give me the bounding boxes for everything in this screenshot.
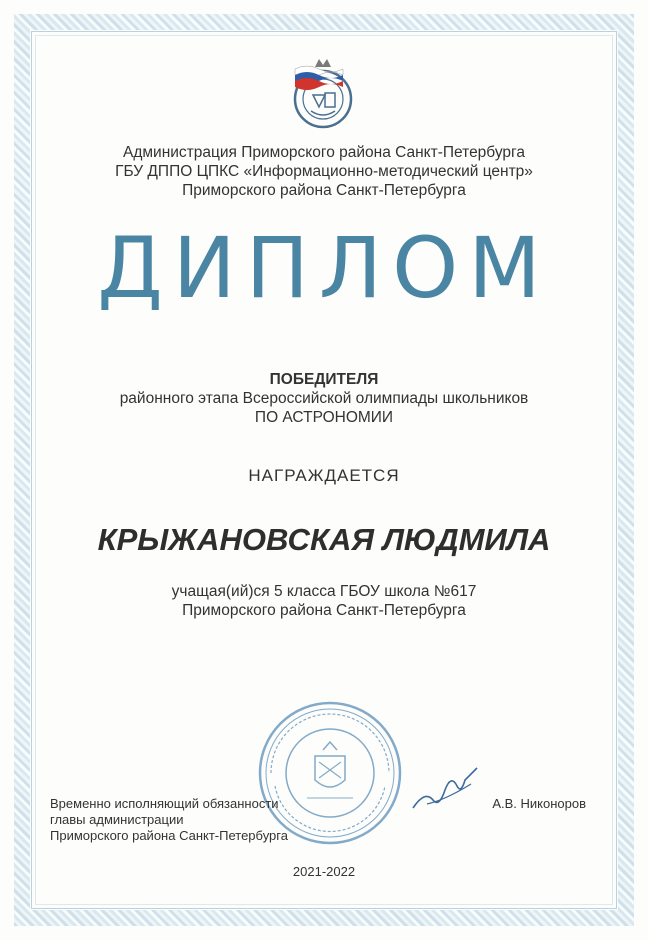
student-line-1: учащая(ий)ся 5 класса ГБОУ школа №617	[171, 583, 477, 600]
academic-year: 2021-2022	[292, 864, 356, 879]
issuer-line-2: ГБУ ДППО ЦПКС «Информационно-методический центр»	[115, 163, 533, 180]
award-subject: ПО АСТРОНОМИИ	[254, 409, 394, 426]
award-description	[40, 370, 608, 427]
award-winner-label: ПОБЕДИТЕЛЯ	[269, 371, 379, 388]
signatory-line-1: Временно исполняющий обязанности	[50, 796, 279, 811]
diploma-title: ДИПЛОМ	[97, 219, 551, 317]
student-line-2: Приморского района Санкт-Петербурга	[182, 602, 466, 619]
handwritten-signature-icon	[405, 760, 485, 820]
signatory-line-2: главы администрации	[50, 812, 184, 827]
awarded-label: НАГРАЖДАЕТСЯ	[248, 466, 400, 485]
olympiad-logo-icon	[285, 55, 361, 131]
issuer-line-1: Администрация Приморского района Санкт-Петербурга	[123, 144, 525, 161]
issuer-line-3: Приморского района Санкт-Петербурга	[182, 182, 466, 199]
signatory-title	[50, 796, 288, 844]
issuer-header	[40, 143, 608, 200]
signatory-name: А.В. Никоноров	[492, 796, 586, 811]
recipient-name: КРЫЖАНОВСКАЯ ЛЮДМИЛА	[97, 522, 551, 557]
award-stage: районного этапа Всероссийской олимпиады школьников	[119, 390, 529, 407]
student-info	[40, 582, 608, 620]
signatory-line-3: Приморского района Санкт-Петербурга	[50, 828, 288, 843]
